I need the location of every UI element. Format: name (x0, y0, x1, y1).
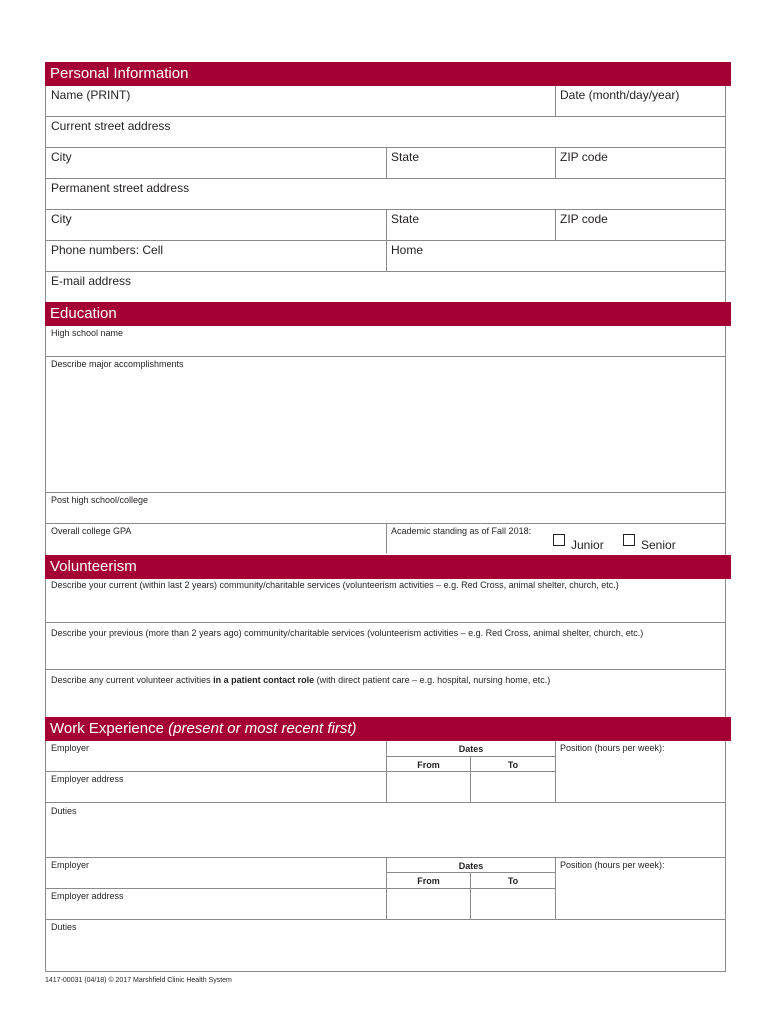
divider (386, 523, 387, 553)
senior-checkbox[interactable] (623, 534, 635, 546)
accomplishments-field[interactable] (46, 357, 725, 492)
position-field[interactable] (556, 741, 725, 802)
high-school-label: High school name (51, 328, 124, 338)
accomplishments-label: Describe major accomplishments (51, 359, 184, 369)
section-title: Education (50, 305, 117, 322)
section-title: Personal Information (50, 65, 189, 82)
to-date-field-2[interactable] (471, 889, 555, 919)
dates-header-2: Dates (458, 861, 484, 871)
text: Describe any current volunteer activities (51, 675, 214, 685)
phone-cell-label: Phone numbers: Cell (51, 243, 164, 257)
post-high-school-field[interactable] (46, 493, 725, 523)
phone-home-label: Home (391, 243, 424, 257)
current-street-field[interactable] (46, 117, 725, 147)
section-header-personal (45, 62, 731, 86)
email-field[interactable] (46, 272, 725, 302)
permanent-street-label: Permanent street address (51, 181, 190, 195)
to-date-field[interactable] (471, 772, 555, 802)
position-label: Position (hours per week): (560, 743, 665, 753)
high-school-field[interactable] (46, 326, 725, 356)
text: (with direct patient care – e.g. hospital, nursing home, etc.) (314, 675, 551, 685)
duties-label: Duties (51, 806, 77, 816)
divider (386, 147, 387, 178)
from-header: From (417, 760, 440, 770)
junior-label: Junior (571, 538, 604, 552)
employer-label: Employer (51, 743, 90, 753)
form-footer: 1417-00031 (04/18) © 2017 Marshfield Clinic Health System (45, 977, 232, 984)
date-label: Date (month/day/year) (560, 88, 680, 102)
city-label-2: City (51, 212, 72, 226)
employer-label-2: Employer (51, 860, 90, 870)
text-bold: in a patient contact role (213, 675, 315, 685)
zip-label: ZIP code (560, 150, 608, 164)
divider (386, 209, 387, 240)
employer-field-2[interactable] (46, 858, 385, 888)
section-title: Work Experience (50, 720, 164, 737)
duties-field-2[interactable] (46, 920, 725, 971)
name-label: Name (PRINT) (51, 88, 131, 102)
section-subtitle: (present or most recent first) (168, 720, 357, 737)
divider (555, 147, 556, 178)
section-header-volunteerism (45, 555, 731, 579)
post-high-school-label: Post high school/college (51, 495, 149, 505)
divider (386, 240, 387, 271)
to-header: To (507, 760, 519, 770)
duties-label-2: Duties (51, 922, 77, 932)
permanent-street-field[interactable] (46, 179, 725, 209)
volunteer-previous-field[interactable] (46, 623, 725, 669)
city-label: City (51, 150, 72, 164)
employer-address-label: Employer address (51, 774, 124, 784)
form-bottom-border (45, 971, 726, 972)
senior-label: Senior (641, 538, 676, 552)
volunteer-current-field[interactable] (46, 578, 725, 622)
junior-checkbox[interactable] (553, 534, 565, 546)
employer-field[interactable] (46, 741, 385, 771)
divider (555, 209, 556, 240)
to-header-2: To (507, 876, 519, 886)
state-label: State (391, 150, 420, 164)
state-label-2: State (391, 212, 420, 226)
section-title: Volunteerism (50, 558, 137, 575)
gpa-label: Overall college GPA (51, 526, 132, 536)
from-date-field[interactable] (387, 772, 470, 802)
zip-label-2: ZIP code (560, 212, 608, 226)
email-label: E-mail address (51, 274, 132, 288)
academic-standing-label: Academic standing as of Fall 2018: (391, 526, 532, 536)
from-date-field-2[interactable] (387, 889, 470, 919)
form-right-border (725, 62, 726, 972)
date-field[interactable] (556, 86, 725, 116)
name-field[interactable] (46, 86, 555, 116)
duties-field[interactable] (46, 803, 725, 857)
dates-header: Dates (458, 744, 484, 754)
volunteer-patient-field[interactable] (46, 670, 725, 717)
volunteer-previous-label: Describe your previous (more than 2 years ago) community/charitable services (volunteerism activities – e.g. Red Cross, animal shelter, church, etc.) (51, 628, 644, 638)
volunteer-current-label: Describe your current (within last 2 years) community/charitable services (volunteerism activities – e.g. Red Cross, animal shelter, church, etc.) (51, 580, 619, 590)
section-header-work (45, 717, 731, 741)
employer-address-field[interactable] (46, 772, 385, 802)
employer-address-label-2: Employer address (51, 891, 124, 901)
current-street-label: Current street address (51, 119, 171, 133)
position-label-2: Position (hours per week): (560, 860, 665, 870)
position-field-2[interactable] (556, 858, 725, 919)
section-header-education (45, 302, 731, 326)
employer-address-field-2[interactable] (46, 889, 385, 919)
from-header-2: From (417, 876, 440, 886)
